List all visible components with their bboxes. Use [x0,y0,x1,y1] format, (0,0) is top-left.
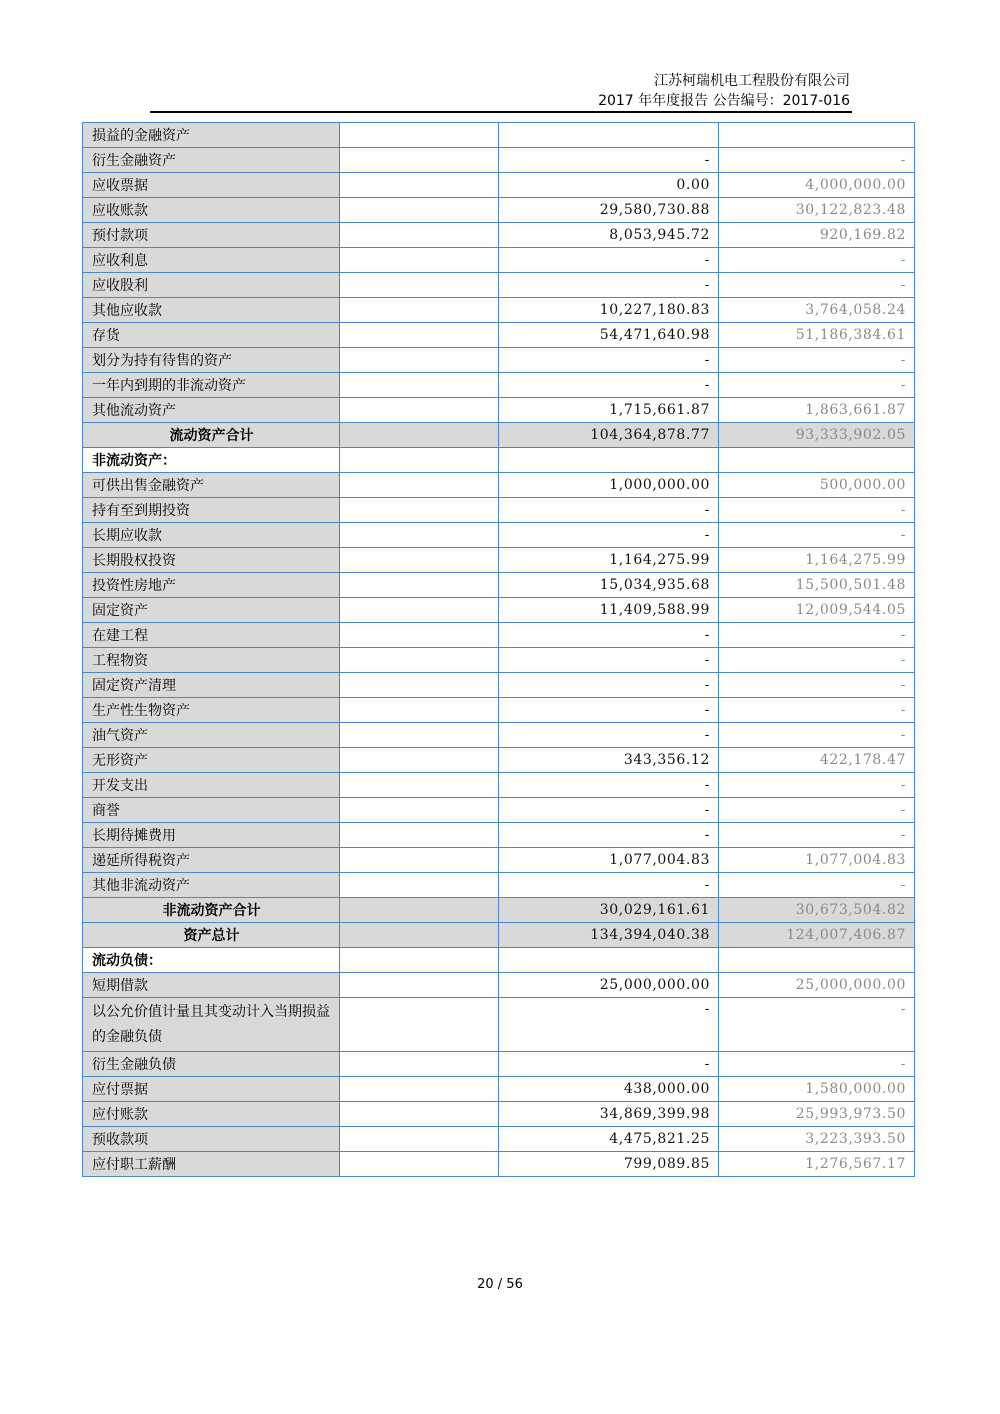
row-blank-cell [340,548,499,573]
table-row [83,298,915,323]
row-label: 商誉 [83,798,340,823]
table-row [83,248,915,273]
row-value-current [499,948,719,973]
row-value-current: 34,869,399.98 [499,1102,719,1127]
row-label: 持有至到期投资 [83,498,340,523]
row-value-current: 10,227,180.83 [499,298,719,323]
row-blank-cell [340,948,499,973]
table-row [83,498,915,523]
row-label: 长期应收款 [83,523,340,548]
table-row [83,923,915,948]
table-row [83,273,915,298]
row-label: 工程物资 [83,648,340,673]
row-label: 非流动资产： [83,448,340,473]
table-row [83,323,915,348]
row-label: 应收股利 [83,273,340,298]
row-value-prior: 25,993,973.50 [719,1102,915,1127]
row-blank-cell [340,348,499,373]
row-label: 其他非流动资产 [83,873,340,898]
row-value-prior: 30,673,504.82 [719,898,915,923]
row-value-prior: 15,500,501.48 [719,573,915,598]
row-value-prior: - [719,673,915,698]
row-value-prior: 51,186,384.61 [719,323,915,348]
row-label: 长期股权投资 [83,548,340,573]
row-value-prior: - [719,823,915,848]
row-blank-cell [340,398,499,423]
table-row [83,798,915,823]
row-label: 开发支出 [83,773,340,798]
row-label: 应付账款 [83,1102,340,1127]
table-row [83,873,915,898]
row-value-prior: - [719,873,915,898]
table-row [83,723,915,748]
row-value-current: - [499,998,719,1052]
row-value-prior: 25,000,000.00 [719,973,915,998]
row-blank-cell [340,173,499,198]
row-value-prior [719,123,915,148]
row-value-current: 54,471,640.98 [499,323,719,348]
row-value-prior: - [719,723,915,748]
row-value-prior: 124,007,406.87 [719,923,915,948]
row-value-prior: - [719,648,915,673]
row-blank-cell [340,673,499,698]
row-blank-cell [340,498,499,523]
row-value-prior: 1,077,004.83 [719,848,915,873]
row-label: 油气资产 [83,723,340,748]
row-value-current: 30,029,161.61 [499,898,719,923]
row-value-prior: 3,223,393.50 [719,1127,915,1152]
company-name: 江苏柯瑞机电工程股份有限公司 [654,73,850,89]
row-blank-cell [340,448,499,473]
row-blank-cell [340,1102,499,1127]
row-label: 固定资产清理 [83,673,340,698]
row-value-prior: 1,276,567.17 [719,1152,915,1177]
table-row [83,1127,915,1152]
table-row [83,848,915,873]
row-value-prior: - [719,348,915,373]
row-value-current: - [499,348,719,373]
row-value-prior: - [719,273,915,298]
table-row [83,648,915,673]
row-value-current: - [499,798,719,823]
table-row [83,348,915,373]
row-value-current [499,448,719,473]
table-row [83,1077,915,1102]
row-blank-cell [340,1052,499,1077]
row-label: 无形资产 [83,748,340,773]
row-blank-cell [340,473,499,498]
row-value-current: 343,356.12 [499,748,719,773]
row-label: 资产总计 [83,923,340,948]
row-value-current: 25,000,000.00 [499,973,719,998]
row-blank-cell [340,698,499,723]
table-row [83,198,915,223]
row-blank-cell [340,123,499,148]
row-blank-cell [340,323,499,348]
row-value-prior: - [719,998,915,1052]
row-value-current: - [499,273,719,298]
table-row [83,223,915,248]
row-blank-cell [340,1127,499,1152]
row-value-current: 1,715,661.87 [499,398,719,423]
row-blank-cell [340,223,499,248]
row-label: 应收账款 [83,198,340,223]
table-row [83,548,915,573]
row-value-prior: 1,164,275.99 [719,548,915,573]
row-label: 投资性房地产 [83,573,340,598]
row-label: 流动资产合计 [83,423,340,448]
row-value-prior: 12,009,544.05 [719,598,915,623]
row-label: 固定资产 [83,598,340,623]
table-row [83,823,915,848]
row-label: 非流动资产合计 [83,898,340,923]
row-label: 以公允价值计量且其变动计入当期损益的金融负债 [83,998,340,1052]
row-value-prior: - [719,523,915,548]
table-row [83,473,915,498]
table-row [83,623,915,648]
row-value-prior: 4,000,000.00 [719,173,915,198]
row-value-current: 104,364,878.77 [499,423,719,448]
row-value-prior: - [719,798,915,823]
table-row [83,123,915,148]
row-label: 应收利息 [83,248,340,273]
table-row [83,998,915,1052]
table-row [83,1102,915,1127]
row-value-prior: 500,000.00 [719,473,915,498]
row-blank-cell [340,923,499,948]
row-value-current: - [499,648,719,673]
row-blank-cell [340,973,499,998]
row-value-current: 1,164,275.99 [499,548,719,573]
row-label: 划分为持有待售的资产 [83,348,340,373]
table-row [83,1052,915,1077]
row-label: 存货 [83,323,340,348]
row-value-prior: - [719,248,915,273]
row-value-current: - [499,248,719,273]
table-row [83,598,915,623]
table-row [83,398,915,423]
row-value-current: - [499,773,719,798]
row-value-prior: - [719,698,915,723]
row-value-prior: - [719,773,915,798]
row-value-current: 0.00 [499,173,719,198]
row-value-prior: - [719,1052,915,1077]
row-value-current: 1,000,000.00 [499,473,719,498]
table-row [83,748,915,773]
row-value-current: 11,409,588.99 [499,598,719,623]
row-value-current: - [499,623,719,648]
row-label: 一年内到期的非流动资产 [83,373,340,398]
row-label: 应收票据 [83,173,340,198]
row-value-current: 799,089.85 [499,1152,719,1177]
row-value-current: - [499,148,719,173]
row-blank-cell [340,848,499,873]
table-row [83,373,915,398]
table-row [83,948,915,973]
table-row [83,573,915,598]
row-blank-cell [340,773,499,798]
row-label: 预收款项 [83,1127,340,1152]
table-row [83,423,915,448]
row-blank-cell [340,798,499,823]
row-value-prior: - [719,148,915,173]
row-blank-cell [340,573,499,598]
table-row [83,523,915,548]
table-row [83,1152,915,1177]
table-row [83,148,915,173]
table-row [83,673,915,698]
row-value-current: 15,034,935.68 [499,573,719,598]
table-row [83,773,915,798]
row-label: 生产性生物资产 [83,698,340,723]
row-value-prior: - [719,498,915,523]
row-blank-cell [340,873,499,898]
row-blank-cell [340,148,499,173]
row-value-prior: 1,580,000.00 [719,1077,915,1102]
row-blank-cell [340,998,499,1052]
row-blank-cell [340,1152,499,1177]
row-value-prior: 30,122,823.48 [719,198,915,223]
header-rule [150,111,852,113]
row-value-current: 29,580,730.88 [499,198,719,223]
row-label: 在建工程 [83,623,340,648]
report-title: 2017 年年度报告 公告编号：2017-016 [598,93,850,109]
row-value-current: 438,000.00 [499,1077,719,1102]
table-row [83,973,915,998]
row-value-current: - [499,1052,719,1077]
row-blank-cell [340,748,499,773]
row-value-current: 1,077,004.83 [499,848,719,873]
row-value-prior: 920,169.82 [719,223,915,248]
row-value-current: - [499,523,719,548]
row-value-current: 8,053,945.72 [499,223,719,248]
row-value-current: - [499,498,719,523]
row-blank-cell [340,373,499,398]
row-blank-cell [340,198,499,223]
row-label: 其他应收款 [83,298,340,323]
row-blank-cell [340,623,499,648]
row-value-prior: 422,178.47 [719,748,915,773]
row-label: 其他流动资产 [83,398,340,423]
row-blank-cell [340,648,499,673]
row-blank-cell [340,823,499,848]
table-row [83,698,915,723]
table-row [83,898,915,923]
row-label: 递延所得税资产 [83,848,340,873]
row-label: 长期待摊费用 [83,823,340,848]
row-blank-cell [340,598,499,623]
row-value-current: - [499,823,719,848]
row-label: 衍生金融负债 [83,1052,340,1077]
row-blank-cell [340,298,499,323]
table-body [83,123,915,1177]
balance-sheet-table [82,122,915,1177]
row-value-prior: 3,764,058.24 [719,298,915,323]
row-value-current: 134,394,040.38 [499,923,719,948]
row-blank-cell [340,523,499,548]
row-value-current: 4,475,821.25 [499,1127,719,1152]
row-value-current: - [499,373,719,398]
row-value-current: - [499,698,719,723]
row-value-prior: 93,333,902.05 [719,423,915,448]
row-value-prior [719,948,915,973]
row-label: 流动负债： [83,948,340,973]
row-blank-cell [340,1077,499,1102]
table-row [83,173,915,198]
row-value-prior: - [719,623,915,648]
row-value-prior: 1,863,661.87 [719,398,915,423]
row-blank-cell [340,273,499,298]
row-value-current: - [499,673,719,698]
row-value-current [499,123,719,148]
row-blank-cell [340,723,499,748]
table-row [83,448,915,473]
page-number: 20 / 56 [477,1277,523,1292]
row-label: 应付票据 [83,1077,340,1102]
row-label: 短期借款 [83,973,340,998]
row-label: 损益的金融资产 [83,123,340,148]
row-label: 应付职工薪酬 [83,1152,340,1177]
row-label: 预付款项 [83,223,340,248]
row-value-prior: - [719,373,915,398]
row-label: 衍生金融资产 [83,148,340,173]
row-value-prior [719,448,915,473]
row-blank-cell [340,898,499,923]
row-value-current: - [499,723,719,748]
row-blank-cell [340,248,499,273]
row-blank-cell [340,423,499,448]
row-label: 可供出售金融资产 [83,473,340,498]
row-value-current: - [499,873,719,898]
